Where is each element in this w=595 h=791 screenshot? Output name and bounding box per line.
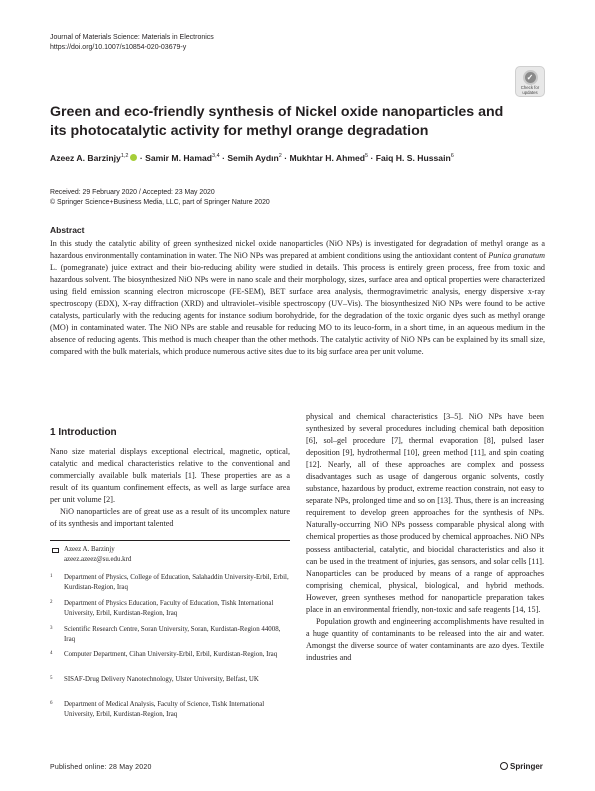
- affiliation-5: 5 SISAF-Drug Delivery Nanotechnology, Ulster University, Belfast, UK: [50, 676, 259, 683]
- affiliation-2: 2 Department of Physics Education, Faculty of Education, Tishk International University, Erbil, Kurdistan-Region, Iraq: [50, 600, 274, 617]
- springer-horse-icon: [500, 762, 508, 770]
- intro-column-right: [306, 411, 544, 664]
- author-5[interactable]: Faiq H. S. Hussain$^6$: [375, 153, 454, 163]
- author-3[interactable]: Semih Aydın$^2$: [227, 153, 282, 163]
- intro-paragraph-1: Nano size material displays exceptional electrical, magnetic, optical, catalytic and medical characteristics relative to the conventional and commercially available bulk materials [1]. These properties are as a result of its quantum confinement effects, as well as large surface area per unit volume [2].: [50, 447, 290, 505]
- crossmark-badge[interactable]: [515, 66, 545, 97]
- intro-column-left: [50, 446, 290, 530]
- copyright-line: © Springer Science+Business Media, LLC, part of Springer Nature 2020: [50, 199, 270, 206]
- received-accepted: Received: 29 February 2020 / Accepted: 23 May 2020: [50, 189, 215, 196]
- paper-title: Green and eco-friendly synthesis of Nickel oxide nanoparticles and its photocatalytic activity for methyl orange degradation: [50, 104, 504, 139]
- species-name: Punica granatum: [488, 251, 545, 260]
- corresponding-author: Azeez A. Barzinjy: [64, 546, 115, 553]
- article-history: [50, 188, 270, 208]
- affiliation-1: 1 Department of Physics, College of Education, Salahaddin University-Erbil, Erbil, Kurdistan-Region, Iraq: [50, 574, 289, 591]
- publisher-logo: Springer: [500, 762, 543, 771]
- affiliation-4: 4 Computer Department, Cihan University-Erbil, Erbil, Kurdistan-Region, Iraq: [50, 651, 278, 658]
- journal-name: Journal of Materials Science: Materials in Electronics: [50, 34, 214, 41]
- corresponding-email[interactable]: azeez.azeez@su.edu.krd: [64, 555, 132, 563]
- author-2[interactable]: Samir M. Hamad$^{3,4}$: [145, 153, 220, 163]
- affiliation-6: 6 Department of Medical Analysis, Faculty of Science, Tishk International University, Erbil, Kurdistan-Region, Iraq: [50, 701, 265, 718]
- journal-header: [50, 33, 214, 53]
- abstract-text: In this study the catalytic ability of green synthesized nickel oxide nanoparticles (NiO NPs) is investigated for degradation of methyl orange as a hazardous environmentally contamination in water. The NiO NPs was prepared at ambient conditions using the antioxidant content of Punica granatum L. (pomegranate) juice extract and their bio-reducing ability were studied in details. This process is entirely green process, free from toxic and hazardous solvent. The biosynthesized NiO NPs were in nano scale and their morphology, sizes, surface area and optical properties were characterized using field emission scanning electron microscope (FE-SEM), BET surface area analysis, thermogravimetric analysis, energy dispersive x-ray spectroscopy (EDX), X-ray diffraction (XRD) and ultraviolet–visible spectroscopy (UV–Vis). The biosynthesized NiO NPs were found to be active catalysts, particularly with the reducing agents for instance sodium borohydride, for the degradation of the toxic organic dyes such as methyl orange (MO) in contaminated water. The NiO NPs are stable and reusable for reducing MO to its leuco-form, in a short time, in an aqueous medium in the absence of reducing agents. This method is much cheaper than the other methods. The catalytic activity of NiO NPs can be explained by its small size, compared with the bulk materials, which produce numerous active sites due to its big surface area per unit volume.: [50, 239, 545, 356]
- intro-paragraph-3: physical and chemical characteristics [3–5]. NiO NPs have been synthesized by several procedures including chemical bath deposition [6], sol–gel procedure [7], thermal evaporation [8], pulsed laser deposition [9], hydrothermal [10], green method [11], and spin coating [12]. Nearly, all of these approaches are complex and possess disadvantages such as usage of dangerous organic solvents, costly substance, hazardous by product, extreme reaction constrain, not easy to separate NPs, prolonged time and so on [13]. Thus, there is an increasing requirement to develop green approaches for the synthesis of NPs. Naturally-occurring NiO NPs possess comparable physical along with chemical properties as those produced by chemical approaches. NiO NPs possess antibacterial, catalytic, and biocidal characteristics and also it can be used in the treatment of injuries, gas sensors, and solar cells [11]. Nanoparticles can be produced by means of a range of approaches comprising chemical, physical, biological, and hybrid methods. However, green syntheses method for nanoparticle preparation takes place in an environmental friendly, non-toxic and safe reagents [14, 15].: [306, 412, 544, 614]
- published-online: Published online: 28 May 2020: [50, 764, 152, 771]
- doi-link[interactable]: https://doi.org/10.1007/s10854-020-03679-y: [50, 44, 187, 51]
- author-1[interactable]: Azeez A. Barzinjy$^{1,2}$: [50, 153, 129, 163]
- crossmark-label-2: updates: [522, 89, 538, 95]
- abstract-heading: Abstract: [50, 225, 85, 235]
- envelope-icon: [52, 548, 59, 553]
- crossmark-icon: ✓: [523, 70, 538, 85]
- author-4[interactable]: Mukhtar H. Ahmed$^5$: [289, 153, 369, 163]
- footnote-divider: [50, 540, 290, 541]
- author-list: Azeez A. Barzinjy$^{1,2}$ · Samir M. Hamad$^{3,4}$ · Semih Aydın$^2$ · Mukhtar H. Ahmed$^5$ · Faiq H. S. Hussain$^6$: [50, 153, 454, 163]
- section-heading-introduction: 1 Introduction: [50, 427, 117, 438]
- orcid-icon[interactable]: [130, 154, 137, 161]
- intro-paragraph-2: NiO nanoparticles are of great use as a result of its uncomplex nature of its synthesis and important talented: [50, 507, 290, 529]
- correspondence-note: [50, 545, 290, 564]
- crossmark-label-1: Check for: [520, 85, 540, 90]
- affiliation-3: 3 Scientific Research Centre, Soran University, Soran, Kurdistan-Region 44008, Iraq: [50, 626, 281, 643]
- intro-paragraph-4: Population growth and engineering accomplishments have resulted in a huge quantity of contaminants to be released into the air and water. Amongst the diverse source of water contaminants are azo dyes. Textile industries and: [306, 616, 544, 662]
